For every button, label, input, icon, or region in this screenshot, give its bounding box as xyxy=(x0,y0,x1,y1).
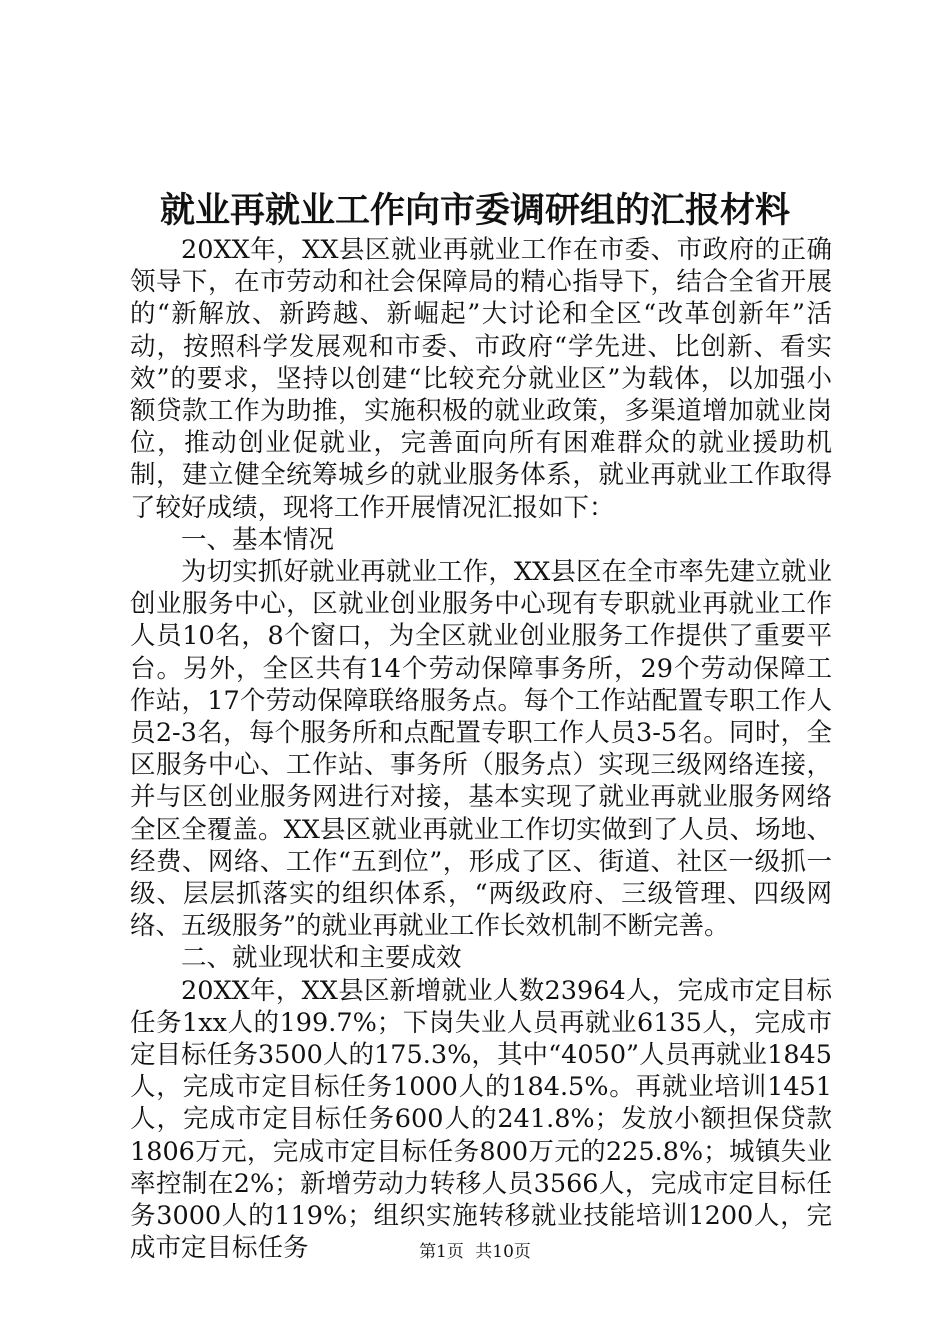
document-body xyxy=(130,234,832,1265)
page-footer: 第1页 共10页 xyxy=(419,1242,531,1262)
section-heading-status: 二、就业现状和主要成效 xyxy=(181,943,462,974)
section-heading-basic: 一、基本情况 xyxy=(181,524,335,555)
paragraph-intro: 20XX年，XX县区就业再就业工作在市委、市政府的正确领导下，在市劳动和社会保障局的精心指导下，结合全省开展的“新解放、新跨越、新崛起”大讨论和全区“改革创新年”活动，按照科学发展观和市委、市政府“学先进、比创新、看实效”的要求，坚持以创建“比较充分就业区”为载体，以加强小额贷款工作为助推，实施积极的就业政策，多渠道增加就业岗位，推动创业促就业，完善面向所有困难群众的就业援助机制，建立健全统筹城乡的就业服务体系，就业再就业工作取得了较好成绩，现将工作开展情况汇报如下： xyxy=(130,235,832,523)
document-title: 就业再就业工作向市委调研组的汇报材料 xyxy=(159,190,790,231)
paragraph-status-results: 20XX年，XX县区新增就业人数23964人，完成市定目标任务1xx人的199.7%；下岗失业人员再就业6135人，完成市定目标任务3500人的175.3%，其中“4050”人员再就业1845人，完成市定目标任务1000人的184.5%。再就业培训1451人，完成市定目标任务600人的241.8%；发放小额担保贷款1806万元，完成市定目标任务800万元的225.8%；城镇失业率控制在2%；新增劳动力转移人员3566人，完成市定目标任务3000人的119%；组织实施转移就业技能培训1200人，完成市定目标任务 xyxy=(130,975,832,1264)
paragraph-basic-situation: 为切实抓好就业再就业工作，XX县区在全市率先建立就业创业服务中心，区就业创业服务中心现有专职就业再就业工作人员10名，8个窗口，为全区就业创业服务工作提供了重要平台。另外，全区共有14个劳动保障事务所，29个劳动保障工作站，17个劳动保障联络服务点。每个工作站配置专职工作人员2-3名，每个服务所和点配置专职工作人员3-5名。同时，全区服务中心、工作站、事务所（服务点）实现三级网络连接，并与区创业服务网进行对接，基本实现了就业再就业服务网络全区全覆盖。XX县区就业再就业工作切实做到了人员、场地、经费、网络、工作“五到位”，形成了区、街道、社区一级抓一级、层层抓落实的组织体系，“两级政府、三级管理、四级网络、五级服务”的就业再就业工作长效机制不断完善。 xyxy=(130,557,832,942)
